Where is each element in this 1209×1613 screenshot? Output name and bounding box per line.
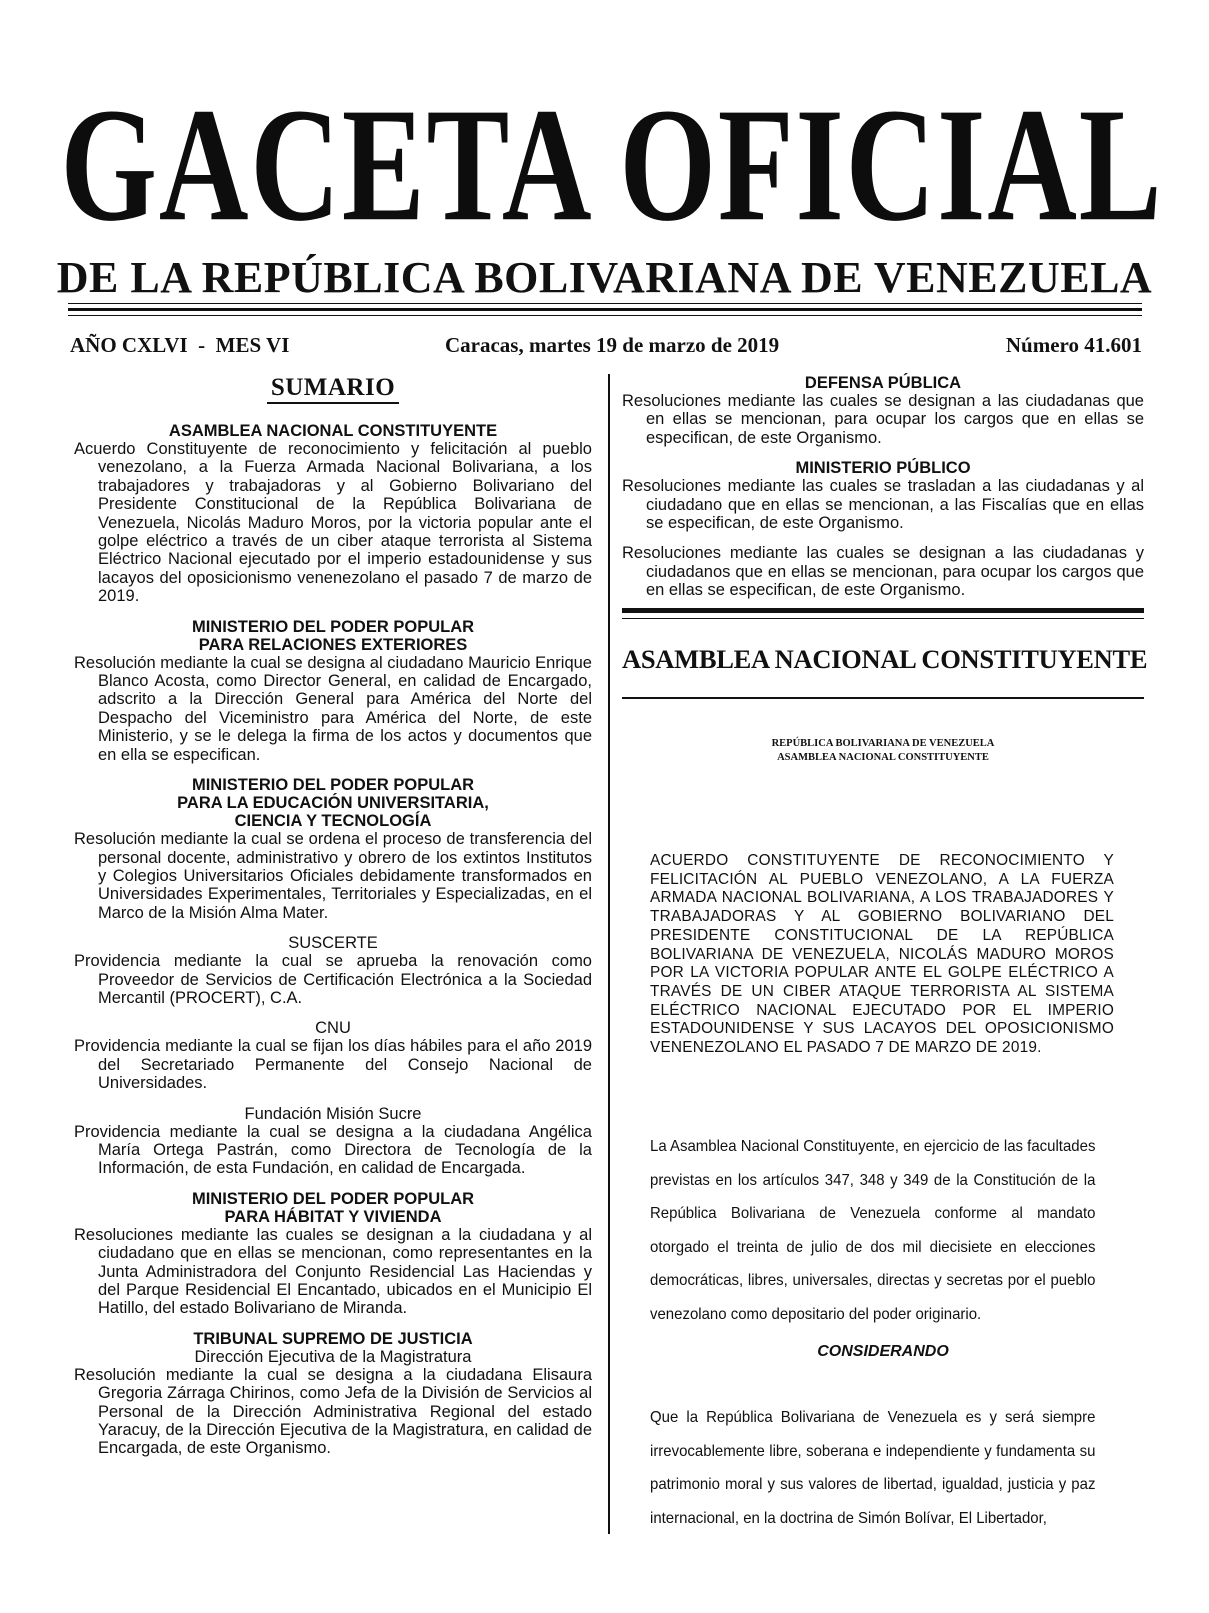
sumario-section-subheading: Fundación Misión Sucre [244, 1104, 422, 1123]
sumario-section-heading: MINISTERIO PÚBLICO [795, 459, 971, 478]
issue-place-date: Caracas, martes 19 de marzo de 2019 [445, 333, 780, 357]
sumario-section [74, 618, 592, 764]
issue-info-bar [70, 333, 1142, 361]
sumario-section [622, 374, 1144, 447]
issue-number: Número 41.601 [1005, 333, 1142, 357]
sumario-section-heading: TRIBUNAL SUPREMO DE JUSTICIA [193, 1329, 473, 1348]
body-paragraph-2: Que la República Bolivariana de Venezuela es y será siempre irrevocablemente libre, soberana e independiente y fundamenta su patrimonio moral y sus valores de libertad, igualdad, justicia y paz internacional, en la doctrina de Simón Bolívar, El Libertador, [650, 1409, 1096, 1527]
sumario-section [74, 1105, 592, 1178]
sumario-section-heading: DEFENSA PÚBLICA [804, 374, 962, 392]
masthead-rule-thin-bottom [68, 315, 1142, 316]
sumario-item: Resolución mediante la cual se designa al ciudadano Mauricio Enrique Blanco Acosta, como Director General, en calidad de Encargado, adscrito a la Dirección General para América del Norte del Despacho del Viceministro para América del Norte, de este Ministerio, y se le delega la firma de los actos y documentos que en ella se especifican. [74, 653, 592, 764]
sumario-item: Providencia mediante la cual se fijan los días hábiles para el año 2019 del Secretariado Permanente del Consejo Nacional de Universidades. [74, 1037, 592, 1093]
sumario-section [622, 459, 1144, 599]
sumario-right-column [622, 374, 1144, 612]
sumario-item: Resoluciones mediante las cuales se designan a las ciudadanas que en ellas se mencionan, para ocupar los cargos que en ellas se especifican, de este Organismo. [622, 392, 1144, 447]
considerando-heading: CONSIDERANDO [817, 1343, 949, 1360]
sumario-left-column [74, 374, 592, 1470]
masthead-rule-thick [68, 308, 1142, 311]
sumario-section-heading: MINISTERIO DEL PODER POPULAR PARA RELACIONES EXTERIORES [191, 617, 475, 654]
sumario-section-heading: MINISTERIO DEL PODER POPULAR PARA LA EDUCACIÓN UNIVERSITARIA, CIENCIA Y TECNOLOGÍA [177, 776, 489, 831]
sumario-item: Providencia mediante la cual se designa a la ciudadana Angélica María Ortega Pastrán, como Directora de Tecnología de la Información, de esta Fundación, en calidad de Encargada. [74, 1122, 592, 1178]
document-header [622, 737, 1144, 765]
sumario-section-subheading: Dirección Ejecutiva de la Magistratura [194, 1347, 472, 1366]
sumario-title: SUMARIO [74, 374, 592, 402]
anc-section-rule [622, 697, 1144, 699]
sumario-section [74, 1019, 592, 1092]
sumario-item: Resolución mediante la cual se designa a la ciudadana Elisaura Gregoria Zárraga Chirinos, como Jefa de la División de Servicios al Personal de la Dirección Administrativa Regional del estado Yaracuy, de la Dirección Ejecutiva de la Magistratura, en calidad de Encargada, de este Organismo. [74, 1365, 592, 1458]
document-header-republic: REPÚBLICA BOLIVARIANA DE VENEZUELA [771, 738, 995, 749]
sumario-section [74, 776, 592, 922]
sumario-item: Acuerdo Constituyente de reconocimiento y felicitación al pueblo venezolano, a la Fuerza Armada Nacional Bolivariana, a los trabajadores y trabajadoras y al Gobierno Bolivariano del Presidente Constitucional de la República Bolivariana de Venezuela, Nicolás Maduro Moros, por la victoria popular ante el golpe eléctrico a través de un ciber ataque terrorista al Sistema Eléctrico Nacional ejecutado por el imperio estadounidense y sus lacayos del oposicionismo venenezolano el pasado 7 de marzo de 2019. [74, 440, 592, 606]
sumario-item: Resolución mediante la cual se ordena el proceso de transferencia del personal docente, administrativo y obrero de los extintos Institutos y Colegios Universitarios Oficiales debidamente transformados en Universidades Experimentales, Territoriales y Especializadas, en el Marco de la Misión Alma Mater. [74, 830, 592, 922]
sumario-section-heading: ASAMBLEA NACIONAL CONSTITUYENTE [168, 422, 498, 440]
sumario-section [74, 1330, 592, 1458]
masthead-subtitle: DE LA REPÚBLICA BOLIVARIANA DE VENEZUELA [56, 253, 1153, 302]
sumario-section [74, 1190, 592, 1318]
issue-year-month: AÑO CXLVI - MES VI [70, 333, 290, 357]
sumario-right-sections [622, 374, 1144, 600]
body-paragraph-1: La Asamblea Nacional Constituyente, en ejercicio de las facultades previstas en los artículos 347, 348 y 349 de la Constitución de la República Bolivariana de Venezuela conforme al mandato otorgado el treinta de julio de dos mil diecisiete en elecciones democráticas, libres, universales, directas y secretas por el pueblo venezolano como depositario del poder originario. [650, 1138, 1096, 1323]
sumario-section-heading: MINISTERIO DEL PODER POPULAR PARA HÁBITAT Y VIVIENDA [191, 1189, 475, 1226]
masthead-rule-thin-top [68, 303, 1142, 304]
masthead-title: GACETA OFICIAL [60, 74, 1164, 255]
sumario-section [74, 422, 592, 606]
right-rule-thick [622, 608, 1144, 613]
sumario-item: Resoluciones mediante las cuales se designan a las ciudadanas y ciudadanos que en ellas se mencionan, para ocupar los cargos que en ellas se especifican, de este Organismo. [622, 544, 1144, 600]
sumario-left-sections [74, 422, 592, 1458]
sumario-item: Providencia mediante la cual se aprueba la renovación como Proveedor de Servicios de Certificación Electrónica a la Sociedad Mercantil (PROCERT), C.A. [74, 952, 592, 1007]
sumario-item: Resoluciones mediante las cuales se trasladan a las ciudadanas y al ciudadano que en ellas se mencionan, a las Fiscalías que en ellas se especifican, de este Organismo. [622, 477, 1144, 533]
document-header-assembly: ASAMBLEA NACIONAL CONSTITUYENTE [777, 752, 989, 763]
sumario-item: Resoluciones mediante las cuales se designan a la ciudadana y al ciudadano que en ellas se mencionan, como representantes en la Junta Administradora del Conjunto Residencial Las Haciendas y del Parque Residencial El Encantado, ubicados en el Municipio El Hatillo, del estado Bolivariano de Miranda. [74, 1225, 592, 1318]
right-rule-thin [622, 618, 1144, 619]
acuerdo-title-block: ACUERDO CONSTITUYENTE DE RECONOCIMIENTO Y FELICITACIÓN AL PUEBLO VENEZOLANO, A LA FUERZA ARMADA NACIONAL BOLIVARIANA, A LOS TRABAJADORES Y TRABAJADORAS Y AL GOBIERNO BOLIVARIANO DEL PRESIDENTE CONSTITUCIONAL DE LA REPÚBLICA BOLIVARIANA DE VENEZUELA, NICOLÁS MADURO MOROS POR LA VICTORIA POPULAR ANTE EL GOLPE ELÉCTRICO A TRAVÉS DE UN CIBER ATAQUE TERRORISTA AL SISTEMA ELÉCTRICO NACIONAL EJECUTADO POR EL IMPERIO ESTADOUNIDENSE Y SUS LACAYOS DEL OPOSICIONISMO VENENEZOLANO EL PASADO 7 DE MARZO DE 2019. [650, 852, 1114, 1057]
sumario-section-subheading: SUSCERTE [288, 934, 378, 953]
column-divider [608, 374, 610, 1534]
anc-section-title: ASAMBLEA NACIONAL CONSTITUYENTE [622, 644, 1148, 674]
sumario-section-subheading: CNU [315, 1019, 351, 1038]
sumario-section [74, 934, 592, 1007]
